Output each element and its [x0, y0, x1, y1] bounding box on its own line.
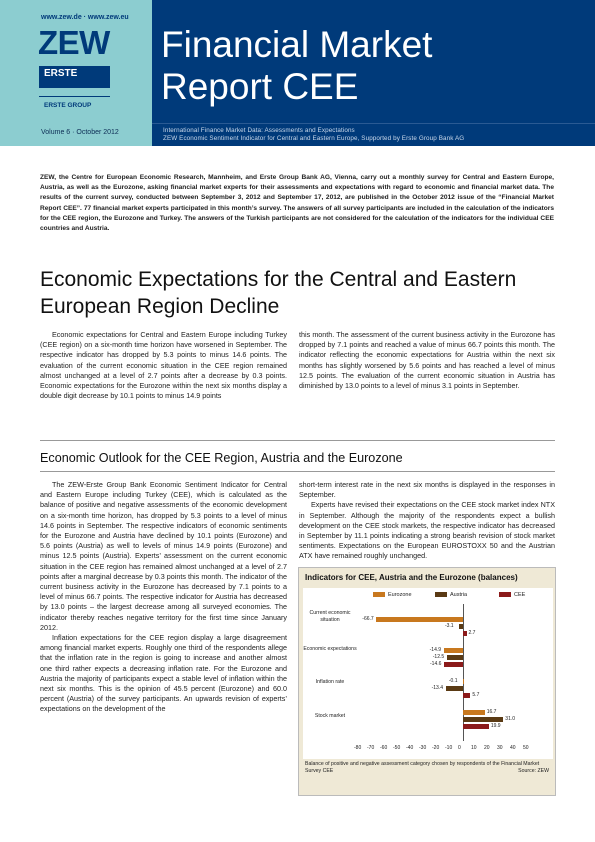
section1-heading: Economic Expectations for the Central and Eastern European Region Decline — [40, 268, 517, 318]
legend-eurozone — [373, 592, 412, 598]
erste-logo: ERSTE — [39, 66, 110, 88]
chart-plot-area — [303, 588, 553, 759]
x-tick-label: 50 — [523, 745, 529, 751]
legend-label: CEE — [514, 592, 526, 598]
value-label: -14.6 — [430, 661, 442, 667]
indicators-chart — [298, 567, 556, 796]
value-label: -0.1 — [448, 678, 458, 684]
zew-logo: ZEW — [38, 24, 110, 61]
value-label: 19.9 — [490, 723, 501, 729]
value-label: 2.7 — [468, 630, 476, 636]
section2-col1-p2: Inflation expectations for the CEE region display a large disagreement among financial market experts. Roughly one third of the respondents allege that the inflation rate in the region is going to increase and another almost one third rather expects a decreasing inflation rate. For the Eurozone and Austria the majority of participants expect a stable level of inflation within the next six months. This is the opinion of 45.5 percent (Eurozone) and 60.0 percent (Austria) of the survey participants. An upwards revision of experts’ expectations on the development of the — [40, 633, 287, 714]
intro-paragraph: ZEW, the Centre for European Economic Research, Mannheim, and Erste Group Bank AG, Vienna, carry out a monthly survey for Central and Eastern Europe, Austria, as well as the Eurozone, asking financial market experts for their assessments and expectations with regard to economic and financial market data. The results of the current survey, conducted between September 3, 2012 and September 17, 2012, are published in the October 2012 issue of the “Financial Market Report CEE”. 77 financial market experts participated in this month’s survey. The answers of all survey participants are included in the calculation of the indicators for the CEE region, the Eurozone and Turkey. The answers of the Turkish participants are not considered for the calculation of the indicators for the individual CEE countries and Austria. — [40, 174, 554, 233]
erste-group-label: ERSTE GROUP — [39, 96, 110, 114]
chart-footnote: Balance of positive and negative assessment category chosen by respondents of the Financial Market Survey CEE — [305, 761, 540, 774]
divider-bottom — [40, 471, 555, 472]
bar-eurozone — [376, 617, 463, 622]
section1-col1-text: Economic expectations for Central and Eastern Europe including Turkey (CEE region) on a six-month time horizon have worsened in September. The respective indicator has dropped by 5.3 points to minus 14.6 points. The evaluation of the current economic situation in the CEE region remained almost unchanged at a level of 2.7 points after a decrease by 0.3 points. Economic expectations for the Eurozone within the next six months display a double digit decrease by 10.1 points to minus 14.9 points — [40, 330, 287, 401]
legend-label: Austria — [450, 592, 468, 598]
subtitle-line1: International Finance Market Data: Assessments and Expectations — [163, 127, 355, 134]
chart-source: Source: ZEW — [518, 768, 549, 774]
section2-column1 — [40, 480, 287, 715]
bar-eurozone — [463, 679, 464, 684]
value-label: -12.5 — [432, 654, 445, 660]
subtitle-line2: ZEW Economic Sentiment Indicator for Central and Eastern Europe, Supported by Erste Group Bank AG — [163, 135, 465, 142]
bar-cee — [444, 662, 463, 667]
bar-austria — [446, 686, 463, 691]
header-urls[interactable]: www.zew.de · www.zew.eu — [41, 14, 129, 21]
chart-title: Indicators for CEE, Austria and the Eurozone (balances) — [305, 573, 518, 582]
category-label: Economic expectations — [303, 646, 357, 652]
divider-top — [40, 440, 555, 441]
x-tick-label: -30 — [419, 745, 427, 751]
x-tick-label: 20 — [484, 745, 490, 751]
volume-label: Volume 6 · October 2012 — [41, 129, 119, 136]
value-label: 31.0 — [505, 716, 516, 722]
x-tick-label: -70 — [367, 745, 375, 751]
x-tick-label: -80 — [354, 745, 362, 751]
bar-eurozone — [444, 648, 463, 653]
section1-column2 — [299, 330, 555, 391]
x-tick-label: 30 — [497, 745, 503, 751]
report-title-line2: Report CEE — [161, 66, 359, 107]
bar-cee — [463, 724, 489, 729]
x-tick-label: -60 — [380, 745, 388, 751]
section2-column2 — [299, 480, 555, 562]
value-label: -14.9 — [429, 647, 442, 653]
legend-swatch — [499, 592, 511, 597]
bar-austria — [459, 624, 463, 629]
category-label: Stock market — [314, 713, 346, 719]
x-tick-label: 40 — [510, 745, 516, 751]
value-label: -3.1 — [444, 623, 454, 629]
legend-label: Eurozone — [388, 592, 412, 598]
value-label: -13.4 — [431, 685, 443, 691]
section1-column1 — [40, 330, 287, 401]
x-tick-label: -50 — [393, 745, 401, 751]
legend-swatch — [373, 592, 385, 597]
section2-heading: Economic Outlook for the CEE Region, Austria and the Eurozone — [40, 451, 403, 465]
category-label: Inflation rate — [315, 679, 345, 685]
x-tick-label: 0 — [458, 745, 461, 751]
bar-eurozone — [463, 710, 485, 715]
value-label: 16.7 — [486, 709, 497, 715]
section2-col2-p1: short-term interest rate in the next six months is displayed in the responses in September. — [299, 480, 555, 500]
section1-col2-text: this month. The assessment of the current business activity in the Eurozone has dropped by 7.1 points and reached a value of minus 66.7 points this month. The indicator reflecting the economic expectations for Austria within the next six months has slightly worsened by 5.6 points and has reached a level of minus 12.5 points. The evaluation of the current economic situation in Austria has diminished by 13.0 points to a level of minus 3.1 points in September. — [299, 330, 555, 391]
legend-cee — [499, 592, 525, 598]
section2-col1-p1: The ZEW-Erste Group Bank Economic Sentiment Indicator for Central and Eastern Europe including Turkey (CEE), which is calculated as the balance of positive and negative assessments of the economic development on a six-month time horizon, has dropped by 5.3 points to a level of minus 14.6 points in September. The respective indicators of economic sentiments for the Eurozone and Austria have declined by 10.1 points (Eurozone) and 5.6 points (Austria) as well to levels of minus 14.9 points (Eurozone) and minus 12.5 points (Austria). Experts’ assessment on the current economic situation in the CEE region has remained almost unchanged at a level of 2.7 points after a marginal decrease by 0.3 points this month. The indicator of the current business activity in the Eurozone has decreased by 7.1 points to a level of minus 66.7 points. The respective indicator for Austria has decreased by 13.0 points – the largest decrease among all surveyed economies. The indicator thereby reaches negative territory for the first time since January 2012. — [40, 480, 287, 632]
value-label: 5.7 — [472, 692, 480, 698]
section2-col2-p2: Experts have revised their expectations on the CEE stock market index NTX in September. Although the majority of the respondents expect a bullish development on the CEE stock markets, the respective indicator has decreased in September by 11.1 points indicating a strong bearish revision of stock market sentiments. Expectations on the European EUROSTOXX 50 and the Austrian ATX have remained roughly unchanged. — [299, 500, 555, 561]
bar-austria — [447, 655, 463, 660]
legend-swatch — [435, 592, 447, 597]
x-tick-label: -10 — [445, 745, 453, 751]
report-title — [161, 24, 432, 108]
legend-austria — [435, 592, 467, 598]
bar-cee — [463, 693, 470, 698]
report-title-line1: Financial Market — [161, 24, 433, 65]
bar-austria — [463, 717, 503, 722]
x-tick-label: -20 — [432, 745, 440, 751]
value-label: -66.7 — [362, 616, 374, 622]
x-tick-label: -40 — [406, 745, 414, 751]
x-tick-label: 10 — [471, 745, 477, 751]
category-label: Current economic situation — [309, 610, 351, 623]
bar-cee — [463, 631, 467, 636]
